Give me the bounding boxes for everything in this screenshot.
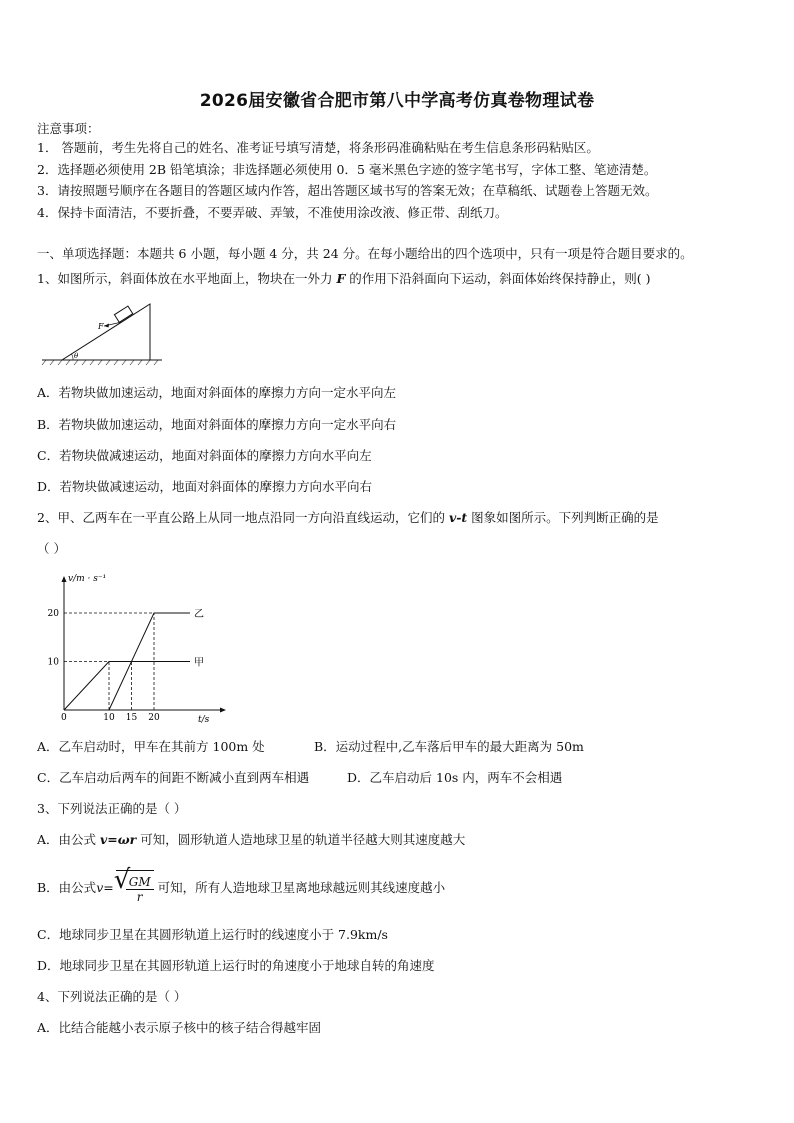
q1-stem-var: F <box>336 271 346 286</box>
series-line <box>64 662 190 711</box>
formula-denominator: r <box>136 890 143 904</box>
q1-option-d: D．若物块做减速运动，地面对斜面体的摩擦力方向水平向右 <box>37 479 373 494</box>
force-label: F <box>98 322 104 331</box>
q3-option-d: D．地球同步卫星在其圆形轨道上运行时的角速度小于地球自转的角速度 <box>37 958 435 973</box>
q1-option-b: B．若物块做加速运动，地面对斜面体的摩擦力方向一定水平向右 <box>37 417 397 432</box>
q2-stem <box>37 510 659 526</box>
notes-heading: 注意事项： <box>37 121 100 136</box>
q3-option-a-formula: v=ωr <box>100 832 137 847</box>
x-tick-label: 15 <box>125 713 138 723</box>
vt-chart <box>40 568 240 728</box>
x-axis-label: t/s <box>198 715 210 725</box>
note-4: 4．保持卡面清洁，不要折叠，不要弄破、弄皱，不准使用涂改液、修正带、刮纸刀。 <box>37 205 508 220</box>
origin-label: 0 <box>61 713 67 723</box>
q2-option-c: C．乙车启动后两车的间距不断减小直到两车相遇 <box>37 770 310 785</box>
angle-label: θ <box>74 352 79 360</box>
q2-stem-paren: （ ） <box>37 541 66 556</box>
y-axis-label: v/m · s⁻¹ <box>68 574 107 584</box>
x-tick-label: 10 <box>103 713 115 723</box>
block <box>114 306 132 322</box>
y-axis-arrow <box>62 576 67 582</box>
q2-option-d: D．乙车启动后 10s 内，两车不会相遇 <box>347 770 563 785</box>
note-3: 3．请按照题号顺序在各题目的答题区域内作答，超出答题区域书写的答案无效；在草稿纸、试题卷上答题无效。 <box>37 183 658 198</box>
q2-stem-text-a: 2、甲、乙两车在一平直公路上从同一地点沿同一方向沿直线运动，它们的 <box>37 510 449 525</box>
q3-option-b-text-b: 可知，所有人造地球卫星离地球越远则其线速度越小 <box>153 880 446 895</box>
incline-figure <box>40 302 170 366</box>
x-axis-arrow <box>220 708 226 713</box>
q1-option-a: A．若物块做加速运动，地面对斜面体的摩擦力方向一定水平向左 <box>37 385 397 400</box>
sqrt-formula: √ $\frac{GM}{r}$ <box>116 870 154 907</box>
q1-stem-text-a: 1、如图所示，斜面体放在水平地面上，物块在一外力 <box>37 271 337 286</box>
formula-numerator: GM <box>126 875 154 890</box>
q3-option-c: C．地球同步卫星在其圆形轨道上运行时的线速度小于 7.9km/s <box>37 927 388 942</box>
series-label: 甲 <box>194 657 204 669</box>
q3-option-b-text-a: B．由公式 <box>37 880 97 895</box>
q4-stem: 4、下列说法正确的是（ ） <box>37 989 187 1004</box>
ground-hatching <box>42 360 158 365</box>
y-tick-label: 20 <box>47 609 59 619</box>
q2-option-a: A．乙车启动时，甲车在其前方 100m 处 <box>37 739 265 754</box>
x-tick-label: 20 <box>148 713 160 723</box>
q3-stem: 3、下列说法正确的是（ ） <box>37 801 187 816</box>
q2-stem-text-b: 图象如图所示。下列判断正确的是 <box>467 510 659 525</box>
y-tick-label: 10 <box>47 657 59 668</box>
q3-option-a <box>37 832 465 848</box>
q4-option-a: A．比结合能越小表示原子核中的核子结合得越牢固 <box>37 1020 322 1035</box>
q1-stem-text-b: 的作用下沿斜面向下运动，斜面体始终保持静止，则( ) <box>345 271 651 286</box>
note-2: 2．选择题必须使用 2B 铅笔填涂；非选择题必须使用 0．5 毫米黑色字迹的签字笔书写，字体工整、笔迹清楚。 <box>37 162 657 177</box>
exam-title: 2026届安徽省合肥市第八中学高考仿真卷物理试卷 <box>199 91 595 111</box>
section-heading: 一、单项选择题：本题共 6 小题，每小题 4 分，共 24 分。在每小题给出的四个选项中，只有一项是符合题目要求的。 <box>37 246 693 261</box>
q2-option-b: B．运动过程中,乙车落后甲车的最大距离为 50m <box>314 739 584 754</box>
series-label: 乙 <box>194 609 204 620</box>
q1-stem <box>37 271 651 287</box>
note-1: 1． 答题前，考生先将自己的姓名、准考证号填写清楚，将条形码准确粘贴在考生信息条形码粘贴区。 <box>37 140 599 155</box>
q3-option-a-text-b: 可知，圆形轨道人造地球卫星的轨道半径越大则其速度越大 <box>136 832 466 847</box>
q3-option-a-text-a: A．由公式 <box>37 832 101 847</box>
q3-option-b <box>37 865 446 907</box>
q1-option-c: C．若物块做减速运动，地面对斜面体的摩擦力方向水平向左 <box>37 448 372 463</box>
angle-arc <box>72 354 74 360</box>
q2-stem-var: v-t <box>448 510 468 525</box>
q3-option-b-v: v= <box>96 880 114 895</box>
